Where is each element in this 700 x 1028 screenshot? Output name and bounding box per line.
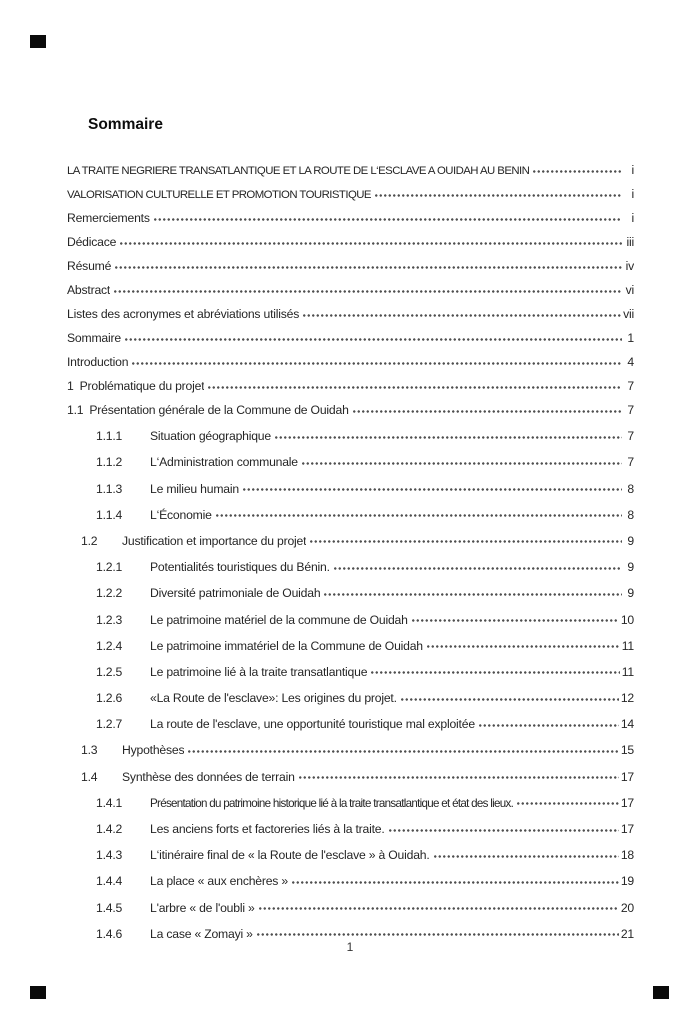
toc-entry-label: VALORISATION CULTURELLE ET PROMOTION TOURISTIQUE bbox=[67, 189, 371, 201]
dot-leader bbox=[302, 305, 621, 318]
toc-entry bbox=[67, 233, 634, 257]
toc-entry-number: 1.1.2 bbox=[96, 455, 123, 470]
toc-entry-label: Sommaire bbox=[67, 331, 121, 345]
toc-entry-number: 1.2.2 bbox=[96, 586, 123, 601]
toc-entry-label: Listes des acronymes et abréviations utilisés bbox=[67, 307, 300, 321]
dot-leader bbox=[426, 637, 620, 650]
toc-page-number: vi bbox=[625, 283, 634, 297]
toc-entry-number: 1.2.1 bbox=[96, 560, 123, 575]
toc-page-number: 21 bbox=[620, 926, 634, 941]
dot-leader bbox=[388, 820, 619, 833]
toc-entry bbox=[67, 257, 634, 281]
dot-leader bbox=[153, 209, 622, 222]
toc-entry bbox=[67, 377, 634, 401]
dot-leader bbox=[124, 329, 622, 342]
dot-leader bbox=[256, 925, 619, 938]
toc-entry-label: Résumé bbox=[67, 259, 112, 273]
toc-entry-number: 1.4.6 bbox=[96, 926, 123, 941]
toc-entry bbox=[67, 185, 634, 209]
dot-leader bbox=[532, 161, 622, 174]
toc-entry-label: Remerciements bbox=[67, 211, 150, 225]
toc-entry bbox=[67, 281, 634, 305]
dot-leader bbox=[478, 715, 619, 728]
toc-page-number: i bbox=[631, 211, 634, 225]
toc-entry bbox=[67, 584, 634, 610]
toc-page-number: i bbox=[631, 163, 634, 177]
toc-entry bbox=[67, 427, 634, 453]
toc-page-number: iv bbox=[625, 259, 634, 273]
toc-entry-label: Introduction bbox=[67, 355, 129, 369]
toc-page-number: 9 bbox=[627, 560, 634, 575]
dot-leader bbox=[370, 663, 619, 676]
toc-entry-label: Le patrimoine immatériel de la Commune de Ouidah bbox=[150, 638, 423, 653]
toc-entry-label: Justification et importance du projet bbox=[122, 533, 307, 548]
toc-entry bbox=[67, 820, 634, 846]
dot-leader bbox=[374, 185, 622, 198]
toc-entry bbox=[67, 305, 634, 329]
dot-leader bbox=[333, 558, 622, 571]
toc-entry-label: Synthèse des données de terrain bbox=[122, 769, 295, 784]
toc-entry bbox=[67, 768, 634, 794]
toc-page-number: 10 bbox=[620, 612, 634, 627]
toc-entry bbox=[67, 637, 634, 663]
dot-leader bbox=[301, 453, 622, 466]
toc-entry-number: 1.2.7 bbox=[96, 717, 123, 732]
toc-page-number: 7 bbox=[627, 429, 634, 444]
dot-leader bbox=[119, 233, 622, 246]
toc-entry-label: Présentation générale de la Commune de Ouidah bbox=[89, 403, 349, 417]
toc-entry-number: 1.1.3 bbox=[96, 481, 123, 496]
dot-leader bbox=[114, 257, 622, 270]
toc-entry bbox=[67, 161, 634, 185]
toc-page-number: 4 bbox=[627, 355, 634, 369]
toc-entry-label: Les anciens forts et factoreries liés à la traite. bbox=[150, 822, 385, 836]
dot-leader bbox=[516, 794, 619, 807]
table-of-contents bbox=[67, 161, 634, 951]
dot-leader bbox=[352, 401, 622, 414]
toc-page-number: 11 bbox=[621, 638, 634, 653]
toc-page-number: 17 bbox=[620, 769, 634, 784]
corner-mark-bottom-left bbox=[30, 986, 46, 999]
toc-entry-label: Problématique du projet bbox=[79, 379, 205, 393]
toc-entry-number: 1.4.4 bbox=[96, 874, 123, 889]
toc-page-number: 19 bbox=[620, 874, 634, 889]
toc-page-number: 17 bbox=[620, 795, 634, 810]
dot-leader bbox=[309, 532, 622, 545]
toc-entry-label: La place « aux enchères » bbox=[150, 874, 288, 889]
toc-page-number: 17 bbox=[620, 822, 634, 836]
dot-leader bbox=[258, 899, 619, 912]
toc-entry bbox=[67, 663, 634, 689]
toc-entry-number: 1.2.6 bbox=[96, 691, 123, 706]
dot-leader bbox=[323, 584, 622, 597]
toc-entry-number: 1.4.3 bbox=[96, 848, 123, 863]
toc-entry-label: Présentation du patrimoine historique lié à la traite transatlantique et état des lieux. bbox=[150, 796, 514, 810]
toc-entry-number: 1.2 bbox=[81, 533, 98, 548]
toc-entry bbox=[67, 329, 634, 353]
toc-entry-number: 1.1 bbox=[67, 403, 84, 417]
toc-entry-number: 1.2.4 bbox=[96, 638, 123, 653]
toc-entry bbox=[67, 741, 634, 767]
toc-entry-number: 1.1.1 bbox=[96, 429, 123, 444]
toc-entry-label: La case « Zomayi » bbox=[150, 926, 253, 941]
toc-page-number: 18 bbox=[620, 848, 634, 863]
toc-page-number: 7 bbox=[627, 455, 634, 470]
dot-leader bbox=[400, 689, 619, 702]
dot-leader bbox=[242, 480, 622, 493]
dot-leader bbox=[411, 611, 619, 624]
toc-entry-label: Situation géographique bbox=[150, 429, 271, 444]
toc-entry-number: 1.4.5 bbox=[96, 900, 123, 915]
toc-page-number: 8 bbox=[627, 481, 634, 496]
toc-page-number: iii bbox=[626, 235, 634, 249]
toc-entry-label: L‘Administration communale bbox=[150, 455, 298, 470]
toc-page-number: 11 bbox=[621, 664, 634, 679]
dot-leader bbox=[131, 353, 622, 366]
toc-entry bbox=[67, 611, 634, 637]
dot-leader bbox=[274, 427, 622, 440]
toc-entry bbox=[67, 794, 634, 820]
toc-entry-label: LA TRAITE NEGRIERE TRANSATLANTIQUE ET LA ROUTE DE L‘ESCLAVE A OUIDAH AU BENIN bbox=[67, 165, 530, 177]
toc-entry-number: 1.3 bbox=[81, 743, 98, 758]
toc-entry bbox=[67, 846, 634, 872]
toc-page-number: 15 bbox=[620, 743, 634, 758]
toc-entry-label: Abstract bbox=[67, 283, 111, 297]
toc-page-number: 9 bbox=[627, 533, 634, 548]
toc-entry bbox=[67, 899, 634, 925]
toc-entry-label: Potentialités touristiques du Bénin. bbox=[150, 560, 330, 575]
dot-leader bbox=[215, 506, 622, 519]
toc-page-number: vii bbox=[623, 307, 634, 321]
toc-entry-label: Hypothèses bbox=[122, 743, 185, 758]
toc-entry-label: Le patrimoine lié à la traite transatlantique bbox=[150, 664, 368, 679]
toc-entry bbox=[67, 558, 634, 584]
toc-entry bbox=[67, 872, 634, 898]
toc-entry-label: Dédicace bbox=[67, 235, 117, 249]
toc-page-number: 20 bbox=[620, 900, 634, 915]
toc-page-number: i bbox=[631, 187, 634, 201]
toc-entry-number: 1.4.2 bbox=[96, 822, 123, 836]
toc-entry-label: L'arbre « de l'oubli » bbox=[150, 900, 255, 915]
toc-entry bbox=[67, 506, 634, 532]
toc-page-number: 9 bbox=[627, 586, 634, 601]
toc-entry-number: 1.4 bbox=[81, 769, 98, 784]
footer-page-number: 1 bbox=[346, 940, 354, 954]
toc-entry-number: 1 bbox=[67, 379, 74, 393]
toc-page-number: 7 bbox=[627, 379, 634, 393]
toc-entry-number: 1.1.4 bbox=[96, 507, 123, 522]
toc-entry-label: L‘itinéraire final de « la Route de l'esclave » à Ouidah. bbox=[150, 848, 430, 863]
corner-mark-top-left bbox=[30, 35, 46, 48]
dot-leader bbox=[433, 846, 619, 859]
toc-entry bbox=[67, 453, 634, 479]
toc-entry-label: Le milieu humain bbox=[150, 481, 239, 496]
dot-leader bbox=[291, 872, 619, 885]
toc-entry bbox=[67, 532, 634, 558]
toc-entry bbox=[67, 689, 634, 715]
toc-entry-label: L‘Économie bbox=[150, 507, 212, 522]
toc-entry-label: Diversité patrimoniale de Ouidah bbox=[150, 586, 321, 601]
toc-entry-number: 1.2.3 bbox=[96, 612, 123, 627]
page-title: Sommaire bbox=[88, 116, 163, 133]
toc-entry-number: 1.2.5 bbox=[96, 664, 123, 679]
toc-entry-label: Le patrimoine matériel de la commune de Ouidah bbox=[150, 612, 408, 627]
toc-entry bbox=[67, 209, 634, 233]
toc-entry-label: La route de l'esclave, une opportunité touristique mal exploitée bbox=[150, 717, 475, 732]
dot-leader bbox=[113, 281, 622, 294]
toc-page-number: 14 bbox=[620, 717, 634, 732]
toc-entry-label: «La Route de l'esclave»: Les origines du projet. bbox=[150, 691, 397, 706]
toc-entry-number: 1.4.1 bbox=[96, 795, 123, 810]
toc-entry bbox=[67, 480, 634, 506]
toc-entry bbox=[67, 715, 634, 741]
toc-entry bbox=[67, 353, 634, 377]
toc-page-number: 1 bbox=[627, 331, 634, 345]
dot-leader bbox=[187, 741, 618, 754]
toc-entry bbox=[67, 401, 634, 427]
dot-leader bbox=[207, 377, 622, 390]
corner-mark-bottom-right bbox=[653, 986, 669, 999]
dot-leader bbox=[298, 768, 619, 781]
toc-page-number: 8 bbox=[627, 507, 634, 522]
toc-page-number: 7 bbox=[627, 403, 634, 417]
toc-page-number: 12 bbox=[620, 691, 634, 706]
